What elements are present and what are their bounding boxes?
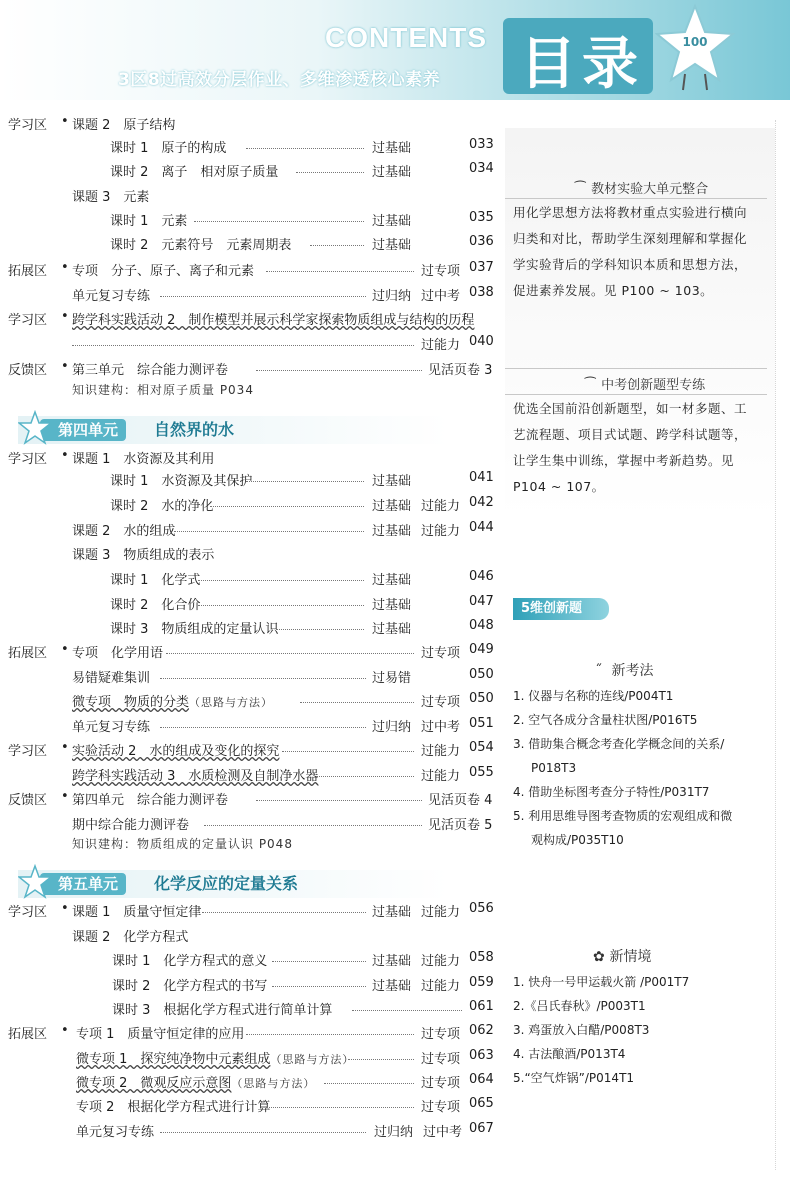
sidebar-section-head: ⁀ 教材实验大单元整合 bbox=[575, 182, 709, 197]
page-number: 056 bbox=[469, 901, 494, 916]
toc-entry[interactable]: 课时 1 原子的构成 bbox=[110, 141, 227, 156]
bullet: • bbox=[61, 901, 69, 916]
leader-dots bbox=[316, 776, 414, 777]
tag: 过能力 bbox=[421, 769, 461, 784]
page-number: 063 bbox=[469, 1048, 494, 1063]
new-exam-list bbox=[513, 684, 763, 852]
list-item: 4. 古法酿酒/P013T4 bbox=[513, 1047, 626, 1061]
page-number: 040 bbox=[469, 334, 494, 349]
page-number: 049 bbox=[469, 642, 494, 657]
bullet: • bbox=[61, 642, 69, 657]
zone-label: 学习区 bbox=[8, 313, 48, 328]
tag: 见活页卷 3 bbox=[428, 363, 493, 378]
page-number: 067 bbox=[469, 1121, 494, 1136]
tag: 过归纳 bbox=[374, 1125, 414, 1140]
zone-label: 学习区 bbox=[8, 452, 48, 467]
toc-entry[interactable]: 课时 1 水资源及其保护 bbox=[110, 474, 253, 489]
toc-entry[interactable]: 课题 3 物质组成的表示 bbox=[72, 548, 215, 563]
page-number: 062 bbox=[469, 1023, 494, 1038]
leader-dots bbox=[276, 629, 364, 630]
tag: 过专项 bbox=[421, 264, 461, 279]
bullet: • bbox=[61, 448, 69, 463]
unit-banner bbox=[18, 416, 496, 444]
toc-entry[interactable]: 专项 分子、原子、离子和元素 bbox=[72, 264, 255, 279]
leader-dots bbox=[202, 912, 366, 913]
page-number: 037 bbox=[469, 260, 494, 275]
page-number: 042 bbox=[469, 495, 494, 510]
zone-label: 拓展区 bbox=[8, 646, 48, 661]
list-item: 1. 快舟一号甲运载火箭 /P001T7 bbox=[513, 975, 690, 989]
leader-dots bbox=[160, 678, 366, 679]
leader-dots bbox=[160, 1132, 366, 1133]
tag: 过能力 bbox=[421, 744, 461, 759]
page-number: 050 bbox=[469, 667, 494, 682]
bullet: • bbox=[61, 789, 69, 804]
bullet: • bbox=[61, 740, 69, 755]
toc-entry[interactable]: 课时 2 离子 相对原子质量 bbox=[110, 165, 279, 180]
toc-entry[interactable]: 课时 1 化学方程式的意义 bbox=[112, 954, 268, 969]
new-context-head: ✿ 新情境 bbox=[593, 949, 652, 965]
knowledge-note: 知识建构：相对原子质量 P034 bbox=[72, 383, 254, 397]
toc-entry[interactable]: 单元复习专练 bbox=[72, 289, 151, 304]
sidebar-section-head: ⁀ 中考创新题型专练 bbox=[585, 378, 706, 393]
toc-entry[interactable]: 实验活动 2 水的组成及变化的探究 bbox=[72, 744, 280, 759]
toc-entry[interactable]: 跨学科实践活动 3 水质检测及自制净水器 bbox=[72, 769, 319, 784]
leader-dots bbox=[256, 800, 422, 801]
page-title: 目录 bbox=[520, 32, 644, 97]
page-edge bbox=[775, 120, 776, 1170]
list-item: 5.“空气炸锅”/P014T1 bbox=[513, 1071, 635, 1085]
tag: 过易错 bbox=[372, 671, 412, 686]
toc-entry[interactable]: 课题 3 元素 bbox=[72, 190, 150, 205]
mascot-star-icon bbox=[655, 2, 735, 92]
tag: 过能力 bbox=[421, 524, 461, 539]
page-number: 038 bbox=[469, 285, 494, 300]
new-exam-head: ˝ 新考法 bbox=[595, 663, 654, 679]
tag: 过中考 bbox=[423, 1125, 463, 1140]
new-context-list bbox=[513, 970, 763, 1090]
tag: 过基础 bbox=[372, 622, 412, 637]
toc-entry[interactable]: 微专项 1 探究纯净物中元素组成（思路与方法） bbox=[76, 1052, 355, 1067]
toc-entry[interactable]: 微专项 2 微观反应示意图（思路与方法） bbox=[76, 1076, 316, 1091]
page-number: 044 bbox=[469, 520, 494, 535]
page-number: 041 bbox=[469, 470, 494, 485]
tag: 过基础 bbox=[372, 573, 412, 588]
leader-dots bbox=[256, 370, 422, 371]
star-icon bbox=[18, 864, 52, 900]
zone-label: 学习区 bbox=[8, 744, 48, 759]
leader-dots bbox=[204, 825, 422, 826]
toc-entry[interactable]: 课时 3 根据化学方程式进行简单计算 bbox=[112, 1003, 333, 1018]
leaf-icon: ⁀ bbox=[585, 378, 596, 393]
tag: 过基础 bbox=[372, 165, 412, 180]
leader-dots bbox=[272, 986, 366, 987]
toc-entry[interactable]: 单元复习专练 bbox=[76, 1125, 155, 1140]
list-item: 3. 借助集合概念考查化学概念间的关系/ bbox=[513, 737, 725, 751]
bullet: • bbox=[61, 309, 69, 324]
toc-entry[interactable]: 跨学科实践活动 2 制作模型并展示科学家探索物质组成与结构的历程 bbox=[72, 313, 475, 328]
toc-entry[interactable]: 课时 1 元素 bbox=[110, 214, 188, 229]
tag: 过专项 bbox=[421, 1027, 461, 1042]
list-item: 2.《吕氏春秋》/P003T1 bbox=[513, 999, 646, 1013]
tag: 过基础 bbox=[372, 499, 412, 514]
unit-label: 第五单元 bbox=[40, 873, 126, 895]
bullet: • bbox=[61, 114, 69, 129]
list-item: P018T3 bbox=[531, 761, 577, 775]
tag: 过基础 bbox=[372, 238, 412, 253]
toc-entry[interactable]: 课时 3 物质组成的定量认识 bbox=[110, 622, 279, 637]
leader-dots bbox=[72, 345, 414, 346]
tag: 见活页卷 5 bbox=[428, 818, 493, 833]
bullet: • bbox=[61, 260, 69, 275]
quote-icon: ˝ bbox=[595, 663, 602, 679]
zone-label: 反馈区 bbox=[8, 363, 48, 378]
page-number: 046 bbox=[469, 569, 494, 584]
toc-entry[interactable]: 期中综合能力测评卷 bbox=[72, 818, 190, 833]
tag: 过专项 bbox=[421, 1100, 461, 1115]
unit-label: 第四单元 bbox=[40, 419, 126, 441]
leader-dots bbox=[160, 296, 366, 297]
tag: 过基础 bbox=[372, 524, 412, 539]
leader-dots bbox=[210, 506, 364, 507]
sidebar-section-body: 用化学思想方法将教材重点实验进行横向归类和对比，帮助学生深刻理解和掌握化学实验背后的学科知识本质和思想方法，促进素养发展。见 P100 ~ 103。 bbox=[513, 205, 748, 298]
sidebar bbox=[505, 128, 775, 1158]
toc-entry[interactable]: 课题 2 水的组成 bbox=[72, 524, 176, 539]
knowledge-note: 知识建构：物质组成的定量认识 P048 bbox=[72, 837, 293, 851]
tag: 过能力 bbox=[421, 979, 461, 994]
tag: 过中考 bbox=[421, 289, 461, 304]
tag: 过中考 bbox=[421, 720, 461, 735]
leader-dots bbox=[246, 481, 364, 482]
list-item: 5. 利用思维导图考查物质的宏观组成和微 bbox=[513, 809, 733, 823]
list-item: 观构成/P035T10 bbox=[531, 833, 624, 847]
page-number: 035 bbox=[469, 210, 494, 225]
list-item: 1. 仪器与名称的连线/P004T1 bbox=[513, 689, 674, 703]
tag: 过专项 bbox=[421, 1052, 461, 1067]
page-number: 047 bbox=[469, 594, 494, 609]
header-subtitle: 3区8过高效分层作业、多维渗透核心素养 bbox=[118, 70, 441, 90]
zone-label: 学习区 bbox=[8, 118, 48, 133]
leaf-icon: ⁀ bbox=[575, 182, 586, 197]
toc-entry[interactable]: 专项 化学用语 bbox=[72, 646, 164, 661]
zone-label: 反馈区 bbox=[8, 793, 48, 808]
list-item: 2. 空气各成分含量柱状图/P016T5 bbox=[513, 713, 698, 727]
zone-label: 拓展区 bbox=[8, 264, 48, 279]
toc-entry[interactable]: 第四单元 综合能力测评卷 bbox=[72, 793, 229, 808]
toc-entry[interactable]: 易错疑难集训 bbox=[72, 671, 151, 686]
leader-dots bbox=[160, 727, 366, 728]
tag: 过基础 bbox=[372, 905, 412, 920]
page-number: 033 bbox=[469, 137, 494, 152]
leader-dots bbox=[198, 605, 364, 606]
list-item: 4. 借助坐标图考查分子特性/P031T7 bbox=[513, 785, 710, 799]
tag: 过能力 bbox=[421, 338, 461, 353]
tag: 过能力 bbox=[421, 499, 461, 514]
page-number: 050 bbox=[469, 691, 494, 706]
page-number: 051 bbox=[469, 716, 494, 731]
unit-name: 化学反应的定量关系 bbox=[154, 874, 299, 893]
tag: 过基础 bbox=[372, 474, 412, 489]
page-number: 061 bbox=[469, 999, 494, 1014]
leader-dots bbox=[194, 221, 364, 222]
leader-dots bbox=[348, 1059, 414, 1060]
leader-dots bbox=[324, 1083, 414, 1084]
tag: 过专项 bbox=[421, 695, 461, 710]
page-number: 054 bbox=[469, 740, 494, 755]
bullet: • bbox=[61, 1023, 69, 1038]
tag: 过专项 bbox=[421, 1076, 461, 1091]
zone-label: 拓展区 bbox=[8, 1027, 48, 1042]
tag: 过能力 bbox=[421, 905, 461, 920]
leader-dots bbox=[300, 702, 414, 703]
leader-dots bbox=[272, 961, 366, 962]
toc-entry[interactable]: 课题 1 质量守恒定律 bbox=[72, 905, 202, 920]
toc-entry[interactable]: 课时 2 化合价 bbox=[110, 598, 201, 613]
toc-entry[interactable]: 单元复习专练 bbox=[72, 720, 151, 735]
toc-entry[interactable]: 课题 2 原子结构 bbox=[72, 118, 176, 133]
page-number: 064 bbox=[469, 1072, 494, 1087]
tag: 过基础 bbox=[372, 979, 412, 994]
page-number: 059 bbox=[469, 975, 494, 990]
leader-dots bbox=[198, 580, 364, 581]
toc-entry[interactable]: 课时 2 水的净化 bbox=[110, 499, 214, 514]
list-item: 3. 鸡蛋放入白醋/P008T3 bbox=[513, 1023, 650, 1037]
leader-dots bbox=[352, 1010, 462, 1011]
innovation-tab: 5维创新题 bbox=[513, 598, 609, 620]
tag: 过专项 bbox=[421, 646, 461, 661]
page-number: 055 bbox=[469, 765, 494, 780]
leader-dots bbox=[296, 172, 364, 173]
page-number: 036 bbox=[469, 234, 494, 249]
leader-dots bbox=[246, 148, 364, 149]
sidebar-section-body: 优选全国前沿创新题型，如一材多题、工艺流程题、项目式试题、跨学科试题等，让学生集中训练，掌握中考新趋势。见 P104 ~ 107。 bbox=[513, 401, 748, 494]
toc-entry[interactable]: 微专项 物质的分类（思路与方法） bbox=[72, 695, 274, 710]
bullet: • bbox=[61, 359, 69, 374]
leader-dots bbox=[266, 1107, 414, 1108]
toc-entry[interactable]: 专项 2 根据化学方程式进行计算 bbox=[76, 1100, 271, 1115]
page-number: 065 bbox=[469, 1096, 494, 1111]
contents-label: CONTENTS bbox=[325, 22, 487, 53]
toc-entry[interactable]: 课题 2 化学方程式 bbox=[72, 930, 189, 945]
page-number: 058 bbox=[469, 950, 494, 965]
page-number: 048 bbox=[469, 618, 494, 633]
flower-icon: ✿ bbox=[593, 949, 605, 965]
leader-dots bbox=[166, 653, 414, 654]
toc-entry[interactable]: 课题 1 水资源及其利用 bbox=[72, 452, 215, 467]
tag: 过能力 bbox=[421, 954, 461, 969]
unit-banner bbox=[18, 870, 496, 898]
toc-entry[interactable]: 课时 2 元素符号 元素周期表 bbox=[110, 238, 292, 253]
toc-entry[interactable]: 第三单元 综合能力测评卷 bbox=[72, 363, 229, 378]
unit-name: 自然界的水 bbox=[154, 420, 235, 439]
page-number: 034 bbox=[469, 161, 494, 176]
leader-dots bbox=[282, 751, 414, 752]
tag: 过基础 bbox=[372, 214, 412, 229]
tag: 过归纳 bbox=[372, 289, 412, 304]
tag: 过归纳 bbox=[372, 720, 412, 735]
toc-entry[interactable]: 专项 1 质量守恒定律的应用 bbox=[76, 1027, 245, 1042]
leader-dots bbox=[310, 245, 364, 246]
tag: 过基础 bbox=[372, 141, 412, 156]
leader-dots bbox=[246, 1034, 414, 1035]
leader-dots bbox=[266, 271, 414, 272]
tag: 过基础 bbox=[372, 954, 412, 969]
zone-label: 学习区 bbox=[8, 905, 48, 920]
tag: 过基础 bbox=[372, 598, 412, 613]
leader-dots bbox=[174, 531, 364, 532]
star-icon bbox=[18, 410, 52, 446]
tag: 见活页卷 4 bbox=[428, 793, 493, 808]
mascot-badge: 100 bbox=[682, 35, 708, 49]
toc-entry[interactable]: 课时 2 化学方程式的书写 bbox=[112, 979, 268, 994]
toc-entry[interactable]: 课时 1 化学式 bbox=[110, 573, 201, 588]
